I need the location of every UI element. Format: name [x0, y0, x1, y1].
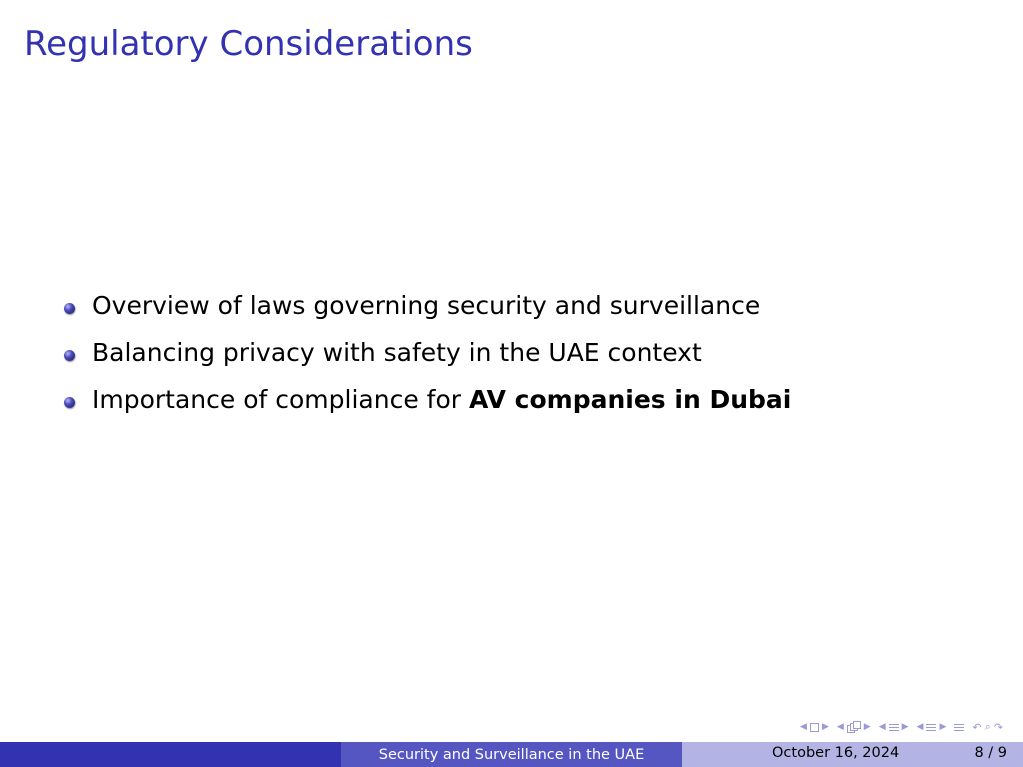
- nav-subsection-group[interactable]: [879, 722, 909, 732]
- nav-toc-group[interactable]: [954, 724, 964, 731]
- page-number: 8 / 9: [974, 745, 1007, 761]
- nav-search-group[interactable]: [972, 720, 1003, 734]
- footer-title: Security and Surveillance in the UAE: [341, 742, 682, 767]
- nav-right-arrow-icon[interactable]: ▶: [939, 722, 947, 732]
- list-item: [62, 380, 791, 427]
- nav-slide-icon[interactable]: [810, 723, 819, 732]
- nav-left-arrow-icon[interactable]: ◀: [800, 722, 807, 732]
- list-item: [62, 333, 791, 380]
- footer-info: [682, 742, 1023, 767]
- bullet-text: Overview of laws governing security and surveillance: [92, 291, 761, 320]
- nav-left-arrow-icon[interactable]: ◀: [916, 722, 924, 732]
- ball-bullet-icon: [64, 350, 75, 361]
- bullet-bold-text: AV companies in Dubai: [468, 385, 792, 414]
- bullet-text: Importance of compliance for: [92, 385, 469, 414]
- footer-date: October 16, 2024: [772, 745, 900, 761]
- nav-slide-group[interactable]: [800, 722, 829, 732]
- nav-search-icon[interactable]: ⌕: [984, 720, 991, 733]
- ball-bullet-icon: [64, 303, 75, 314]
- nav-left-arrow-icon[interactable]: ◀: [878, 722, 886, 732]
- ball-bullet-icon: [64, 397, 75, 408]
- nav-section-icon[interactable]: [926, 724, 936, 731]
- list-item: [62, 286, 791, 333]
- page-title: Regulatory Considerations: [24, 24, 473, 64]
- nav-forward-icon[interactable]: ↷: [993, 720, 1003, 734]
- nav-right-arrow-icon[interactable]: ▶: [901, 722, 909, 732]
- nav-right-arrow-icon[interactable]: ▶: [821, 722, 829, 732]
- navigation-bar: [800, 718, 1009, 736]
- footer-bar: [0, 742, 1023, 767]
- nav-toc-icon[interactable]: [954, 724, 964, 731]
- nav-frame-icon[interactable]: [847, 721, 861, 733]
- nav-back-icon[interactable]: ↶: [972, 720, 982, 734]
- bullet-list: [62, 286, 791, 427]
- nav-subsection-icon[interactable]: [889, 724, 899, 731]
- nav-right-arrow-icon[interactable]: ▶: [863, 722, 871, 732]
- nav-section-group[interactable]: [917, 722, 947, 732]
- nav-left-arrow-icon[interactable]: ◀: [836, 722, 844, 732]
- bullet-text: Balancing privacy with safety in the UAE context: [92, 338, 702, 367]
- nav-frame-group[interactable]: [837, 721, 871, 733]
- footer-author: [0, 742, 341, 767]
